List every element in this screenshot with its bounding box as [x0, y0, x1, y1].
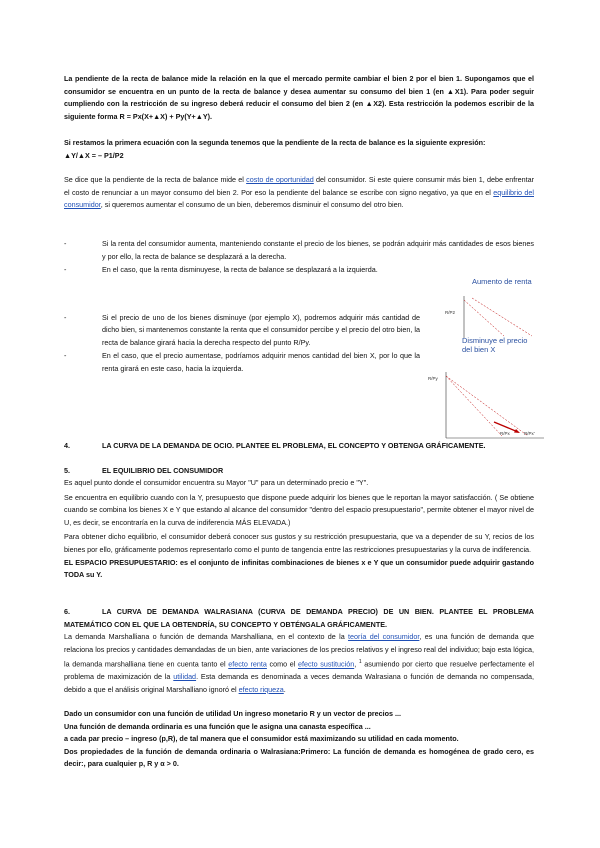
budget-line-initial	[446, 376, 502, 436]
paragraph: Se encuentra en equilibrio cuando con la Y, presupuesto que dispone puede adquirir los bienes que le reportan la mayor satisfacción. ( Se obtiene cuando se combina los bienes X e Y que estando al alcance del consumidor "dentro del espacio presupuestario", permite obtener el mayor nivel de U, es decir, se encontraría en la curva de indiferencia MÁS ELEVADA.)	[64, 492, 534, 527]
heading-section-5: 5. EL EQUILIBRIO DEL CONSUMIDOR	[64, 466, 224, 475]
section-6-properties	[64, 708, 534, 771]
footnote-ref: 1	[358, 659, 362, 666]
link-efecto-sustitucion[interactable]: efecto sustitución	[298, 659, 355, 669]
list-item: - Si el precio de uno de los bienes disminuye (por ejemplo X), podremos adquirir más cantidad de dicho bien, si mantenemos constante la renta que el consumidor percibe y el precio del otro bien, la recta de balance girará hacia la derecha respecto del punto R/Py.	[64, 313, 420, 347]
heading-section-6: 6. LA CURVA DE DEMANDA WALRASIANA (CURVA DE DEMANDA PRECIO) DE UN BIEN. PLANTEE EL PROBLEMA MATEMÁTICO CON EL QUE LA OBTENDRÍA, SU CONCEPTO Y OBTÉNGALA GRÁFICAMENTE.	[64, 607, 534, 629]
heading-section-4: 4. LA CURVA DE LA DEMANDA DE OCIO. PLANTEE EL PROBLEMA, EL CONCEPTO Y OBTENGA GRÁFICAMENTE.	[64, 441, 486, 450]
x-axis-label-new: R/Px'	[524, 431, 535, 436]
budget-line-shifted	[472, 298, 532, 336]
figure-title: Aumento de renta	[472, 277, 532, 286]
figure-disminuye-precio	[424, 334, 554, 444]
list-item: - Si la renta del consumidor aumenta, manteniendo constante el precio de los bienes, se podrán adquirir más cantidades de esos bienes y por ello, la recta de balance se desplazará a la derecha.	[64, 239, 534, 261]
y-axis-label: R/P2	[445, 310, 456, 315]
paragraph: EL ESPACIO PRESUPUESTARIO: es el conjunto de infinitas combinaciones de bienes x e Y que un consumidor puede adquirir gastando TODA su Y.	[64, 557, 534, 580]
list-item: - En el caso, que el precio aumentase, podríamos adquirir menos cantidad del bien X, por lo que la renta girará en este caso, hacia la izquierda.	[64, 351, 420, 373]
link-costo-oportunidad[interactable]: costo de oportunidad	[246, 175, 314, 184]
link-utilidad[interactable]: utilidad	[173, 672, 197, 682]
paragraph-budget-slope: La pendiente de la recta de balance mide la relación en la que el mercado permite cambiar el bien 2 por el bien 1. Supongamos que el consumidor se encuentra en un punto de la recta de balance y desea aumentar su consumo del bien 1 (en ▲X1). Para poder seguir cumpliendo con la restricción de su ingreso deberá reducir el consumo del bien 2 (en ▲X2). Esta restricción la podemos escribir de la siguiente forma R = Px(X+▲X) + Py(Y+▲Y).	[64, 74, 534, 121]
list-item: - En el caso, que la renta disminuyese, la recta de balance se desplazará a la izquierda.	[64, 265, 378, 275]
paragraph: Una función de demanda ordinaria es una función que le asigna una canasta específica ...	[64, 721, 371, 731]
paragraph: Dos propiedades de la función de demanda ordinaria o Walrasiana:Primero: La función de demanda es homogénea de grado cero, es decir:, para cualquier p, R y α > 0.	[64, 746, 534, 769]
paragraph-marshalliana: La demanda Marshalliana o función de demanda Marshalliana, en el contexto de la teoría del consumidor, es una función de demanda que relaciona los precios y cantidades demandadas de un bien, ante variaciones de los precios relativos y el ingreso real del individuo; bajo esta lógica, la demanda marshalliana tiene en cuenta tanto el efecto renta como el efecto sustitución, $^1$ asumiendo por cierto que resuelve perfectamente el problema de maximización de la utilidad. Esta demanda es denominada a veces demanda Walrasiana o función de demanda no compensada, debido a que el análisis original Marshalliano ignoró el efecto riqueza.	[64, 632, 534, 694]
arrow-head	[514, 429, 520, 433]
paragraph-slope-expression: Si restamos la primera ecuación con la segunda tenemos que la pendiente de la recta de balance es la siguiente expresión: ▲Y/▲X = – P1/P2	[64, 138, 486, 160]
link-teoria-consumidor[interactable]: teoría del consumidor	[348, 632, 420, 641]
paragraph-opportunity-cost: Se dice que la pendiente de la recta de balance mide el costo de oportunidad del consumidor. Si este quiere consumir más bien 1, debe enfrentar el costo de renunciar a un mayor consumo del bien 2. Por eso la pendiente del balance se escribe con signo negativo, ya que en el equilibrio del consumidor, si queremos aumentar el consumo de un bien, deberemos disminuir el consumo del otro bien.	[64, 175, 534, 210]
slope-formula: ▲Y/▲X = – P1/P2	[64, 150, 124, 160]
x-axis-label-initial: R/Px	[500, 431, 510, 436]
link-equilibrio-consumidor[interactable]: equilibrio del consumidor	[64, 187, 534, 210]
figure-aumento-renta	[442, 270, 542, 340]
link-efecto-riqueza[interactable]: efecto riqueza	[238, 684, 284, 694]
paragraph: Es aquel punto donde el consumidor encuentra su Mayor "U" para un determinado precio e "Y".	[64, 478, 369, 487]
budget-line-rotated	[446, 376, 528, 436]
paragraph: Dado un consumidor con una función de utilidad Un ingreso monetario R y un vector de precios ...	[64, 709, 402, 718]
link-efecto-renta[interactable]: efecto renta	[228, 659, 267, 669]
bullet-list-precio	[64, 312, 420, 375]
paragraph: Para obtener dicho equilibrio, el consumidor deberá conocer sus gustos y su restricción presupuestaria, que va a depender de su Y, recios de los bienes por ello, gráficamente podemos representarlo como el punto de tangencia entre las restricciones presupuestarias y la curva de indiferencia.	[64, 532, 534, 554]
section-5-body	[64, 477, 534, 582]
figure-title: Disminuye el precio del bien X	[462, 336, 528, 354]
paragraph: a cada par precio – ingreso (p,R), de tal manera que el consumidor está maximizando su utilidad en cada momento.	[64, 734, 459, 744]
y-axis-label: R/Py	[428, 376, 438, 381]
